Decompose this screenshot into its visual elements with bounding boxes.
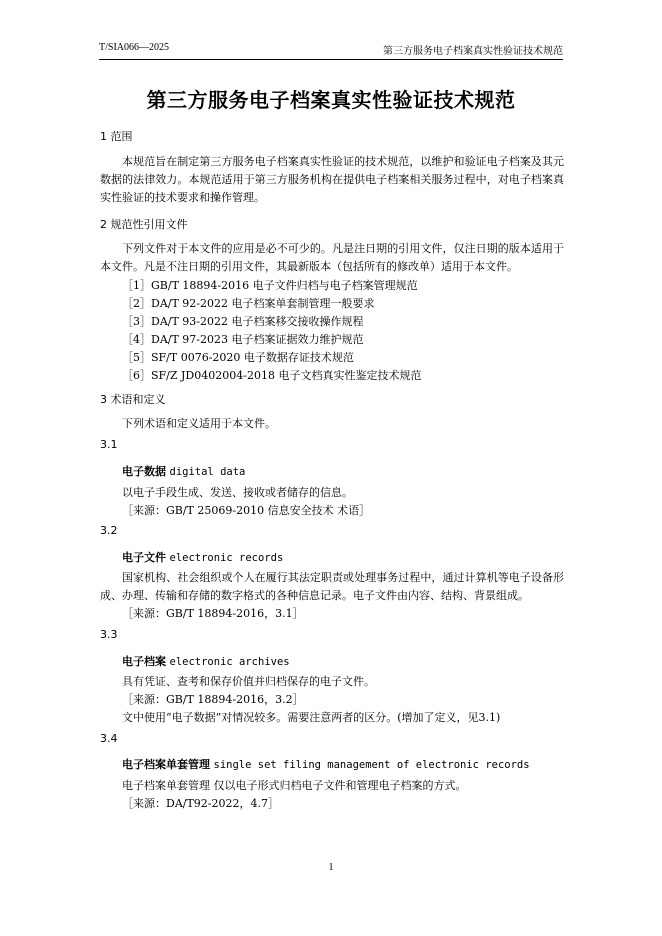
term-title <box>122 756 530 772</box>
section-heading-terms: 3 术语和定义 <box>100 393 166 406</box>
header-standard-code: T/SIA066—2025 <box>99 42 169 53</box>
term-number: 3.4 <box>100 732 118 745</box>
term-number: 3.1 <box>100 438 118 451</box>
term-title <box>122 463 245 479</box>
reference-item: ［1］GB/T 18894-2016 电子文件归档与电子档案管理规范 <box>122 279 418 292</box>
term-note: 文中使用“电子数据”对情况较多。需要注意两者的区分。(增加了定义，见3.1) <box>122 711 501 724</box>
reference-item: ［2］DA/T 92-2022 电子档案单套制管理一般要求 <box>122 297 375 310</box>
reference-item: ［6］SF/Z JD0402004-2018 电子文档真实性鉴定技术规范 <box>122 369 422 382</box>
document-title: 第三方服务电子档案真实性验证技术规范 <box>146 88 516 112</box>
terms-intro: 下列术语和定义适用于本文件。 <box>122 417 276 430</box>
reference-item: ［3］DA/T 93-2022 电子档案移交接收操作规程 <box>122 315 364 328</box>
term-number: 3.3 <box>100 628 118 641</box>
term-definition: 国家机构、社会组织或个人在履行其法定职责或处理事务过程中，通过计算机等电子设备形成、办理、传输和存储的数字格式的各种信息记录。电子文件由内容、结构、背景组成。 <box>100 571 564 602</box>
page-number: 1 <box>328 862 334 873</box>
term-title-zh: 电子数据 <box>122 465 166 478</box>
term-title-en: electronic archives <box>169 656 290 668</box>
term-title-zh: 电子档案 <box>122 655 166 668</box>
reference-item: ［4］DA/T 97-2023 电子档案证据效力维护规范 <box>122 333 364 346</box>
term-number: 3.2 <box>100 524 118 537</box>
term-definition: 具有凭证、查考和保存价值并归档保存的电子文件。 <box>122 675 375 688</box>
scope-paragraph: 本规范旨在制定第三方服务电子档案真实性验证的技术规范，以维护和验证电子档案及其元数据的法律效力。本规范适用于第三方服务机构在提供电子档案相关服务过程中，对电子档案真实性验证的技术要求和操作管理。 <box>100 155 564 204</box>
term-title <box>122 653 290 669</box>
term-title-zh: 电子文件 <box>122 551 166 564</box>
term-title-en: digital data <box>169 466 246 478</box>
term-source: ［来源：GB/T 18894-2016，3.2］ <box>122 693 304 706</box>
term-title-zh: 电子档案单套管理 <box>122 758 210 771</box>
term-source: ［来源：GB/T 25069-2010 信息安全技术 术语］ <box>122 504 371 517</box>
term-source: ［来源：GB/T 18894-2016，3.1］ <box>122 607 304 620</box>
section-heading-normative-references: 2 规范性引用文件 <box>100 218 188 231</box>
term-title-en: single set filing management of electronic records <box>213 759 530 771</box>
term-source: ［来源：DA/T92-2022，4.7］ <box>122 797 280 810</box>
reference-item: ［5］SF/T 0076-2020 电子数据存证技术规范 <box>122 351 354 364</box>
header-rule <box>99 59 563 60</box>
term-definition: 以电子手段生成、发送、接收或者储存的信息。 <box>122 486 353 499</box>
term-title-en: electronic records <box>169 552 284 564</box>
term-title <box>122 549 283 565</box>
header-running-title: 第三方服务电子档案真实性验证技术规范 <box>383 46 563 57</box>
term-definition: 电子档案单套管理 仅以电子形式归档电子文件和管理电子档案的方式。 <box>122 779 467 792</box>
section-heading-scope: 1 范围 <box>100 130 133 143</box>
normative-paragraph: 下列文件对于本文件的应用是必不可少的。凡是注日期的引用文件，仅注日期的版本适用于本文件。凡是不注日期的引用文件，其最新版本（包括所有的修改单）适用于本文件。 <box>100 242 564 273</box>
